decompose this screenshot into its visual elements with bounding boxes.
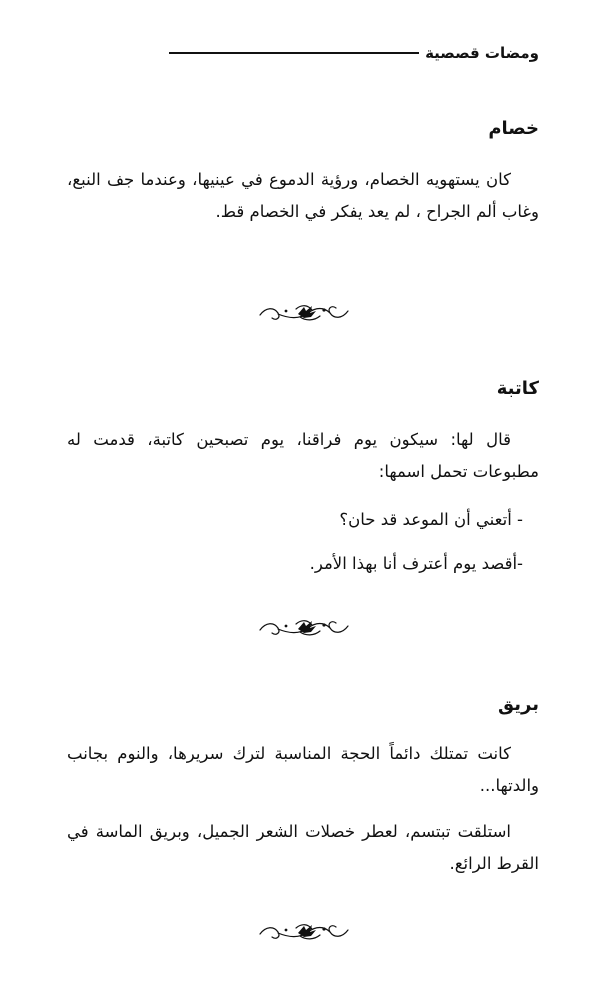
section-paragraph: كان يستهويه الخصام، ورؤية الدموع في عينيها، وعندما جف النبع، وغاب ألم الجراح ، لم يعد يفكر في الخصام قط.: [67, 170, 539, 221]
floral-ornament-icon: [256, 920, 352, 944]
header-title: ومضات قصصية: [425, 44, 539, 62]
dialogue-line: - أتعني أن الموعد قد حان؟: [339, 510, 523, 529]
section-paragraph: قال لها: سيكون يوم فراقنا، يوم تصبحين كاتبة، قدمت له مطبوعات تحمل اسمها:: [67, 430, 539, 481]
header-rule: [169, 52, 419, 54]
floral-ornament-icon: [256, 616, 352, 640]
section-title-khisam: خصام: [488, 118, 539, 139]
section-title-bareeq: بريق: [498, 694, 539, 715]
section-paragraph: كانت تمتلك دائماً الحجة المناسبة لترك سريرها، والنوم بجانب والدتها...: [67, 744, 539, 795]
dialogue-line: -أقصد يوم أعترف أنا بهذا الأمر.: [309, 554, 523, 573]
floral-ornament-icon: [256, 301, 352, 325]
section-paragraph: استلقت تبتسم، لعطر خصلات الشعر الجميل، وبريق الماسة في القرط الرائع.: [67, 822, 539, 873]
section-title-katiba: كاتبة: [496, 378, 539, 399]
running-header: [169, 44, 539, 62]
